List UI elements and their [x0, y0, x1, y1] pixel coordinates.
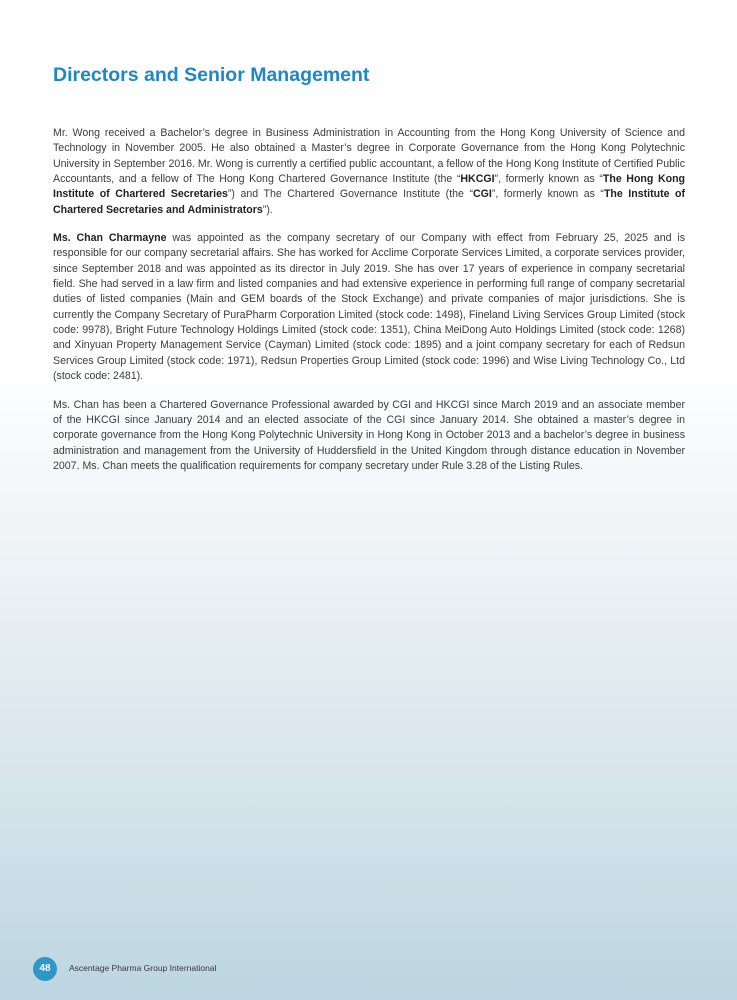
- bold-term: HKCGI: [460, 173, 495, 186]
- page-number-badge: 48: [33, 957, 57, 981]
- footer-company-name: Ascentage Pharma Group International: [69, 963, 217, 973]
- bold-term: The Hong Kong Institute of Chartered Secretaries: [53, 173, 686, 201]
- paragraph-wong-qualifications: [53, 126, 685, 218]
- text-run: ”, formerly known as “: [494, 173, 603, 186]
- text-run: ”, formerly known as “: [491, 188, 604, 201]
- paragraph-chan-qualifications: [53, 398, 685, 475]
- paragraph-chan-appointment: [53, 231, 685, 384]
- text-run: Ms. Chan has been a Chartered Governance Professional awarded by CGI and HKCGI since March 2019 and an associate member of the HKCGI since January 2014 and an elected associate of the CGI since January 2014. She obtained a master’s degree in corporate governance from the Hong Kong Polytechnic University in Hong Kong in October 2013 and a bachelor’s degree in business administration and management from the University of Huddersfield in the United Kingdom through distance education in November 2007. Ms. Chan meets the qualification requirements for company secretary under Rule 3.28 of the Listing Rules.: [53, 398, 685, 472]
- text-run: Mr. Wong received a Bachelor’s degree in Business Administration in Accounting from the Hong Kong University of Science and Technology in November 2005. He also obtained a Master’s degree in Corporate Governance from the Hong Kong Polytechnic University in September 2016. Mr. Wong is currently a certified public accountant, a fellow of the Hong Kong Institute of Certified Public Accountants, and a fellow of The Hong Kong Chartered Governance Institute (the “: [53, 127, 685, 186]
- text-run: ”).: [262, 203, 273, 216]
- text-run: was appointed as the company secretary of our Company with effect from February 25, 2025 and is responsible for our company secretarial affairs. She has worked for Acclime Corporate Services Limited, a corporate services provider, since September 2018 and was appointed as its director in July 2019. She has over 17 years of experience in company secretarial field. She had served in a law firm and listed companies and had extensive experience in performing full range of company secretarial duties of listed companies (Main and GEM boards of the Stock Exchange) and private companies of major jurisdictions. She is currently the Company Secretary of PuraPharm Corporation Limited (stock code: 1498), Fineland Living Services Group Limited (stock code: 9978), Bright Future Technology Holdings Limited (stock code: 1351), China MeiDong Auto Holdings Limited (stock code: 1268) and Xinyuan Property Management Service (Cayman) Limited (stock code: 1895) and a joint company secretary for each of Redsun Services Group Limited (stock code: 1971), Redsun Properties Group Limited (stock code: 1996) and Wise Living Technology Co., Ltd (stock code: 2481).: [53, 232, 686, 383]
- body-text: [53, 126, 685, 487]
- person-name: Ms. Chan Charmayne: [53, 232, 167, 245]
- bold-term: The Institute of Chartered Secretaries and Administrators: [53, 188, 686, 216]
- page-title: Directors and Senior Management: [53, 64, 370, 86]
- text-run: ”) and The Chartered Governance Institute (the “: [227, 188, 473, 201]
- bold-term: CGI: [472, 188, 492, 201]
